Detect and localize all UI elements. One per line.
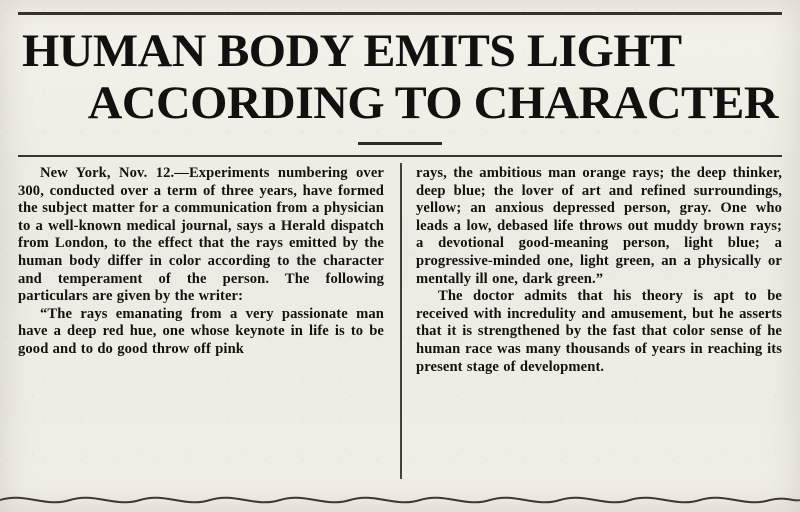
paragraph (18, 306, 384, 359)
column-top-rule (18, 155, 782, 157)
page-title (18, 25, 782, 130)
headline-divider (358, 142, 442, 145)
paragraph-text: “The rays emanating from a very passionate man have a deep red hue, one whose keynote in life is to be good and to do good throw off pink (18, 305, 384, 358)
paragraph-text: The doctor admits that his theory is apt to be received with incredulity and amusement, but he asserts that it is strengthened by the fast that color sense of he human race was many thousands of years in reaching its present stage of development. (416, 288, 782, 375)
paragraph-text: Experiments numbering over 300, conducted over a term of three years, have formed the subject matter for a communication from a physician to a well-known medical journal, says a Herald dispatch from London, to the effect that the rays emitted by the human body differ in color according to the character and temperament of the person. The following particulars are given by the writer: (18, 165, 384, 305)
column-left (18, 165, 400, 481)
headline-line-2: ACCORDING TO CHARACTER (87, 77, 779, 130)
column-divider (400, 163, 402, 479)
torn-edge (0, 486, 800, 512)
paragraph (416, 165, 782, 288)
paragraph-text: rays, the ambitious man orange rays; the deep thinker, deep blue; the lover of art and refined surroundings, yellow; an anxious depressed person, gray. One who leads a low, debased life throws out muddy brown rays; a devotional good-meaning person, light blue; a progressive-minded one, light green, an a physically or mentally ill one, dark green.” (416, 165, 782, 287)
article-body (18, 165, 782, 481)
paragraph (18, 165, 384, 306)
top-rule (18, 12, 782, 15)
column-right (400, 165, 782, 481)
dateline: New York, Nov. 12.— (40, 165, 189, 182)
paragraph (416, 288, 782, 376)
headline-line-1: HUMAN BODY EMITS LIGHT (22, 25, 682, 77)
